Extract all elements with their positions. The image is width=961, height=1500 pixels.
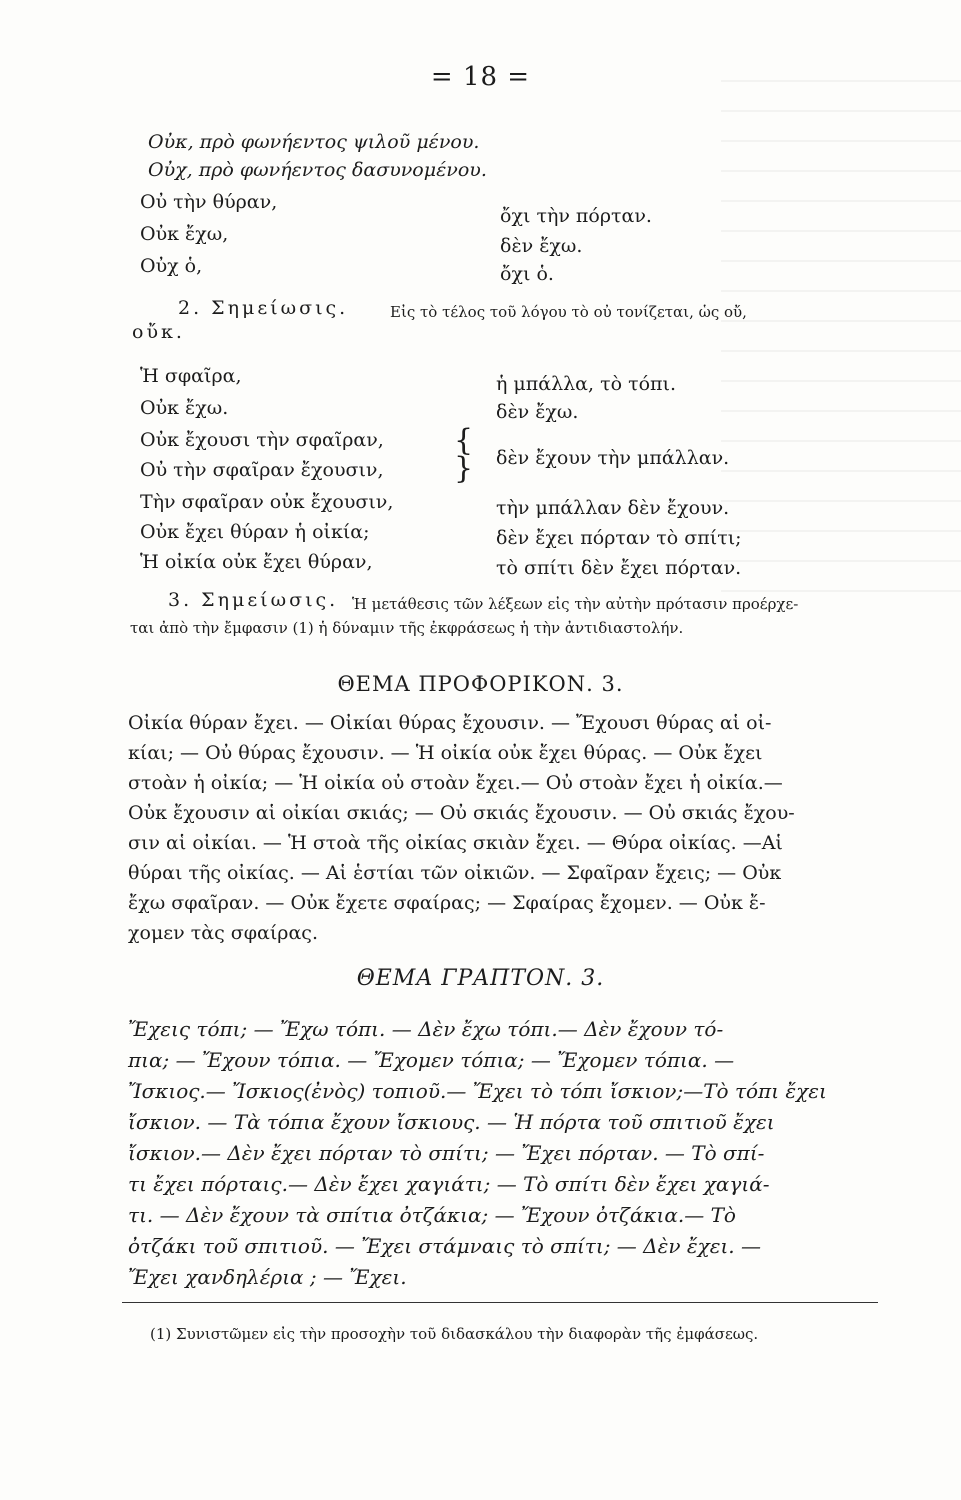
page-number: = 18 = — [430, 62, 531, 92]
written-heading: ΘΕΜΑ ΓΡΑΠΤΟΝ. 3. — [356, 966, 605, 991]
intro-line-2: Οὐχ, πρὸ φωνήεντος δασυνομένου. — [148, 159, 487, 181]
table2-left-0: Ἡ σφαῖρα, — [140, 365, 242, 387]
table1-right-2: ὄχι ὁ. — [500, 263, 554, 285]
oral-exercise — [128, 708, 898, 948]
note3-line-2: ται ἀπὸ τὴν ἔμφασιν (1) ἡ δύναμιν τῆς ἐκφράσεως ἡ τὴν ἀντιδιαστολήν. — [130, 619, 684, 637]
written-exercise — [128, 1014, 898, 1293]
oral-line: σιν αἱ οἰκίαι. — Ἡ στοὰ τῆς οἰκίας σκιὰν ἔχει. — Θύρα οἰκίας. —Αἱ — [128, 832, 783, 854]
table2-right-6: τὸ σπίτι δὲν ἔχει πόρταν. — [496, 557, 742, 579]
written-line: τι ἔχει πόρταις.— Δὲν ἔχει χαγιάτι; — Τὸ σπίτι δὲν ἔχει χαγιά- — [128, 1172, 770, 1196]
intro-line-1: Οὐκ, πρὸ φωνήεντος ψιλοῦ μένου. — [148, 131, 480, 153]
table2-left-4: Τὴν σφαῖραν οὐκ ἔχουσιν, — [140, 491, 394, 513]
table2-left-6: Ἡ οἰκία οὐκ ἔχει θύραν, — [140, 551, 373, 573]
oral-line: κίαι; — Οὐ θύρας ἔχουσιν. — Ἡ οἰκία οὐκ ἔχει θύρας. — Οὐκ ἔχει — [128, 742, 763, 764]
table2-left-5: Οὐκ ἔχει θύραν ἡ οἰκία; — [140, 521, 370, 543]
note3-line-1: Ἡ μετάθεσις τῶν λέξεων εἰς τὴν αὐτὴν πρότασιν προέρχε- — [352, 595, 799, 613]
table1-right-1: δὲν ἔχω. — [500, 235, 583, 257]
written-line: ὀτζάκι τοῦ σπιτιοῦ. — Ἔχει στάμναις τὸ σπίτι; — Δὲν ἔχει. — — [128, 1234, 761, 1258]
written-line: ἴσκιον.— Δὲν ἔχει πόρταν τὸ σπίτι; — Ἔχει πόρταν. — Τὸ σπί- — [128, 1141, 765, 1165]
written-line: τι. — Δὲν ἔχουν τὰ σπίτια ὀτζάκια; — Ἔχουν ὀτζάκια.— Τὸ — [128, 1203, 736, 1227]
oral-heading: ΘΕΜΑ ΠΡΟΦΟΡΙΚΟΝ. 3. — [337, 672, 624, 696]
footnote-rule — [122, 1302, 878, 1303]
note3-label: 3. Σημείωσις. — [168, 589, 339, 611]
brace-top: { — [454, 423, 474, 458]
table2-right-1: δὲν ἔχω. — [496, 401, 579, 423]
table1-left-1: Οὐκ ἔχω, — [140, 223, 229, 245]
oral-line: Οἰκία θύραν ἔχει. — Οἰκίαι θύρας ἔχουσιν. — Ἔχουσι θύρας αἱ οἰ- — [128, 712, 772, 734]
brace-bottom: } — [454, 451, 474, 486]
oral-line: στοὰν ἡ οἰκία; — Ἡ οἰκία οὐ στοὰν ἔχει.— Οὐ στοὰν ἔχει ἡ οἰκία.— — [128, 772, 783, 794]
show-through-texture — [721, 80, 961, 600]
written-line: πια; — Ἔχουν τόπια. — Ἔχομεν τόπια; — Ἔχομεν τόπια. — — [128, 1048, 735, 1072]
table2-right-0: ἡ μπάλλα, τὸ τόπι. — [496, 373, 676, 395]
table2-right-4: τὴν μπάλλαν δὲν ἔχουν. — [496, 497, 730, 519]
oral-line: χομεν τὰς σφαίρας. — [128, 922, 318, 944]
table1-left-2: Οὐχ ὁ, — [140, 255, 203, 277]
written-line: Ἔχεις τόπι; — Ἔχω τόπι. — Δὲν ἔχω τόπι.— Δὲν ἔχουν τό- — [128, 1017, 724, 1041]
table2-right-5: δὲν ἔχει πόρταν τὸ σπίτι; — [496, 527, 742, 549]
oral-line: ἔχω σφαῖραν. — Οὐκ ἔχετε σφαίρας; — Σφαίρας ἔχομεν. — Οὐκ ἔ- — [128, 892, 766, 914]
table2-left-2: Οὐκ ἔχουσι τὴν σφαῖραν, — [140, 429, 384, 451]
table1-right-0: ὄχι τὴν πόρταν. — [500, 205, 652, 227]
table2-brace-text: δὲν ἔχουν τὴν μπάλλαν. — [496, 447, 730, 469]
note2-label: 2. Σημείωσις. — [178, 297, 349, 319]
table2-left-3: Οὐ τὴν σφαῖραν ἔχουσιν, — [140, 459, 384, 481]
table1-left-0: Οὐ τὴν θύραν, — [140, 191, 278, 213]
oral-line: Οὐκ ἔχουσιν αἱ οἰκίαι σκιάς; — Οὐ σκιάς ἔχουσιν. — Οὐ σκιάς ἔχου- — [128, 802, 795, 824]
note2-text: Εἰς τὸ τέλος τοῦ λόγου τὸ οὐ τονίζεται, ὡς οὔ, — [390, 303, 747, 321]
written-line: ἴσκιον. — Τὰ τόπια ἔχουν ἴσκιους. — Ἡ πόρτα τοῦ σπιτιοῦ ἔχει — [128, 1110, 775, 1134]
note2-continuation: οὔκ. — [132, 321, 185, 343]
table2-left-1: Οὐκ ἔχω. — [140, 397, 229, 419]
oral-line: θύραι τῆς οἰκίας. — Αἱ ἑστίαι τῶν οἰκιῶν. — Σφαῖραν ἔχεις; — Οὐκ — [128, 862, 782, 884]
written-line: Ἴσκιος.— Ἴσκιος(ἐνὸς) τοπιοῦ.— Ἔχει τὸ τόπι ἴσκιον;—Τὸ τόπι ἔχει — [128, 1079, 827, 1103]
footnote: (1) Συνιστῶμεν εἰς τὴν προσοχὴν τοῦ διδασκάλου τὴν διαφορὰν τῆς ἐμφάσεως. — [150, 1325, 759, 1343]
written-line: Ἔχει χανδηλέρια ; — Ἔχει. — [128, 1265, 407, 1289]
